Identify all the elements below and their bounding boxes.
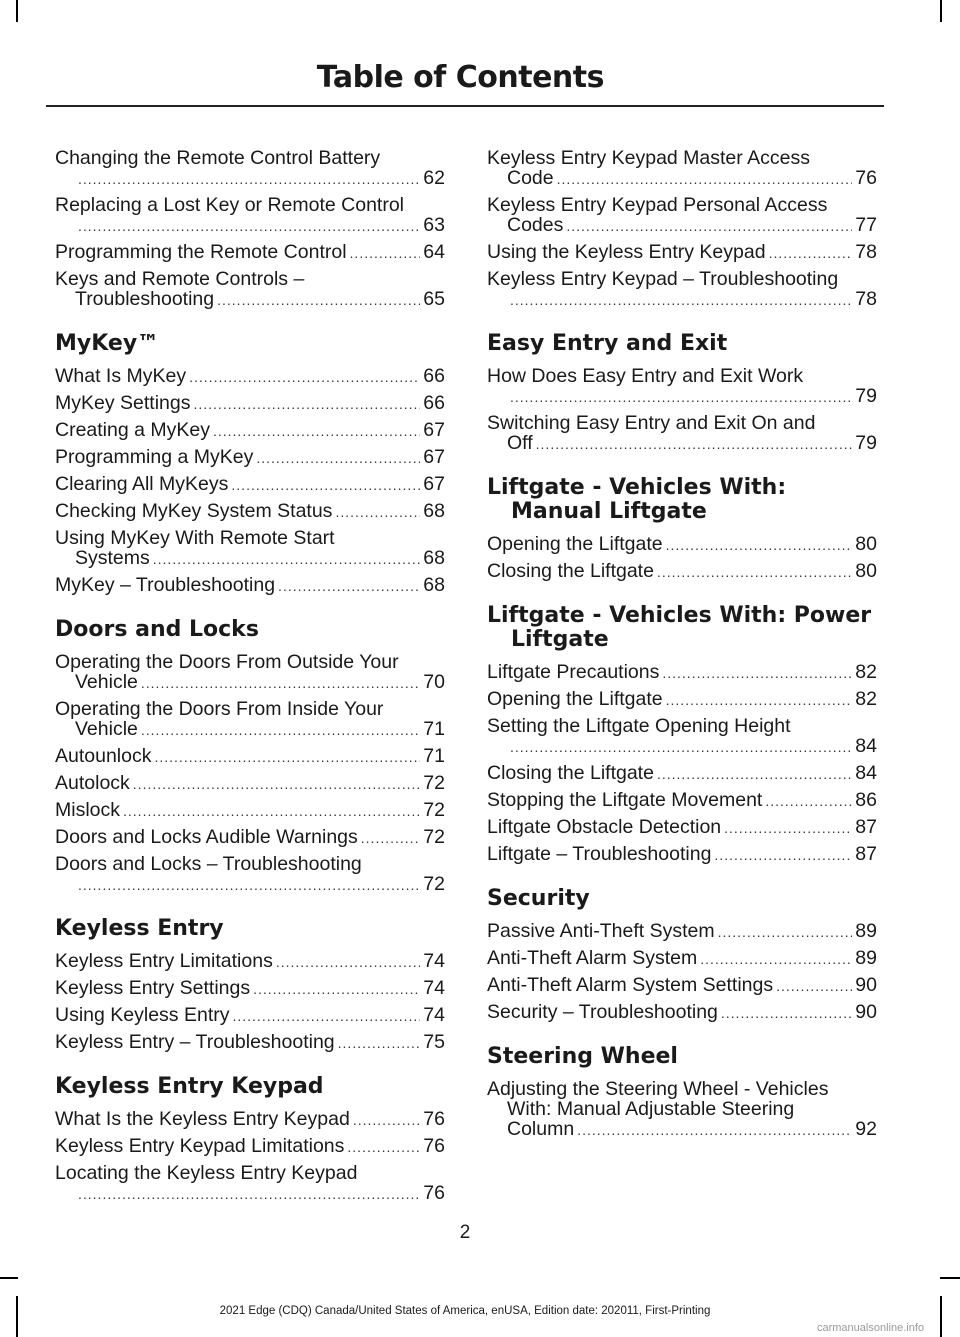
dot-leader [353, 1110, 420, 1130]
toc-entry-title: Anti-Theft Alarm System [487, 947, 698, 969]
toc-entry-page: 65 [423, 288, 445, 310]
dot-leader [78, 1184, 420, 1204]
toc-entry-title: Adjusting the Steering Wheel - Vehicles [487, 1078, 829, 1100]
dot-leader [78, 216, 420, 236]
dot-leader [361, 828, 421, 848]
section-heading [55, 618, 445, 642]
toc-entry[interactable] [487, 790, 877, 811]
section-heading [487, 604, 877, 652]
toc-entry[interactable] [55, 1109, 445, 1130]
dot-leader [536, 434, 853, 454]
toc-entry-title: Code [507, 167, 554, 189]
toc-entry[interactable] [55, 269, 445, 310]
dot-leader [141, 673, 420, 693]
toc-entry[interactable] [55, 1005, 445, 1026]
section-heading [487, 1045, 877, 1069]
toc-entry-page: 71 [423, 745, 445, 767]
toc-entry-page: 82 [855, 661, 877, 683]
toc-entry-page: 76 [423, 1135, 445, 1157]
toc-entry[interactable] [55, 1032, 445, 1053]
toc-entry[interactable] [55, 366, 445, 387]
toc-entry-title: Keyless Entry Keypad Personal Access [487, 194, 828, 216]
toc-entry[interactable] [487, 1002, 877, 1023]
toc-entry-page: 80 [855, 533, 877, 555]
toc-entry[interactable] [55, 393, 445, 414]
dot-leader [510, 737, 852, 757]
toc-entry-title: Using the Keyless Entry Keypad [487, 241, 766, 263]
dot-leader [276, 952, 420, 972]
toc-entry-page: 86 [855, 789, 877, 811]
toc-entry[interactable] [55, 242, 445, 263]
toc-entry[interactable] [55, 195, 445, 236]
toc-entry-title: Using Keyless Entry [55, 1004, 230, 1026]
toc-entry[interactable] [487, 534, 877, 555]
page-title: Table of Contents [316, 60, 604, 95]
toc-entry[interactable] [55, 951, 445, 972]
dot-leader [666, 535, 853, 555]
dot-leader [721, 1003, 852, 1023]
crop-mark-top-right [940, 0, 942, 22]
toc-entry-title: Vehicle [75, 718, 138, 740]
section-heading [487, 332, 877, 356]
toc-entry-title: Autounlock [55, 745, 152, 767]
toc-entry-page: 79 [855, 385, 877, 407]
section-heading-line: Security [487, 886, 590, 911]
toc-entry[interactable] [55, 501, 445, 522]
section-heading [487, 476, 877, 524]
watermark: carmanualsonline.info [816, 1322, 924, 1334]
toc-entry-title: How Does Easy Entry and Exit Work [487, 365, 804, 387]
toc-entry-title: Security – Troubleshooting [487, 1001, 718, 1023]
section-heading [487, 887, 877, 911]
toc-entry-title: Switching Easy Entry and Exit On and [487, 412, 816, 434]
toc-entry[interactable] [487, 689, 877, 710]
dot-leader [714, 845, 852, 865]
toc-entry-page: 78 [855, 288, 877, 310]
dot-leader [769, 243, 853, 263]
section-heading-line: Keyless Entry Keypad [55, 1074, 324, 1099]
toc-entry[interactable] [487, 921, 877, 942]
toc-entry-title: Liftgate Precautions [487, 661, 660, 683]
toc-entry-page: 67 [423, 473, 445, 495]
toc-entry-title: What Is MyKey [55, 365, 187, 387]
toc-entry[interactable] [487, 561, 877, 582]
toc-entry[interactable] [55, 420, 445, 441]
toc-entry[interactable] [487, 148, 877, 189]
dot-leader [662, 663, 852, 683]
toc-entry-title: Doors and Locks – Troubleshooting [55, 853, 362, 875]
toc-entry-title: Stopping the Liftgate Movement [487, 789, 763, 811]
dot-leader [193, 394, 420, 414]
toc-entry[interactable] [487, 844, 877, 865]
toc-entry[interactable] [55, 528, 445, 569]
toc-entry-page: 74 [423, 950, 445, 972]
dot-leader [350, 243, 421, 263]
toc-entry-title: Systems [75, 547, 150, 569]
dot-leader [700, 949, 852, 969]
dot-leader [510, 290, 852, 310]
toc-entry-title: Liftgate – Troubleshooting [487, 843, 712, 865]
dot-leader [232, 1006, 420, 1026]
toc-entry-page: 77 [855, 214, 877, 236]
toc-entry-title: Changing the Remote Control Battery [55, 147, 381, 169]
section-heading-line: Easy Entry and Exit [487, 331, 728, 356]
toc-entry-page: 87 [855, 843, 877, 865]
dot-leader [566, 216, 852, 236]
toc-entry-title: Keyless Entry Keypad Master Access [487, 147, 810, 169]
toc-entry-title: Closing the Liftgate [487, 560, 654, 582]
toc-entry-page: 87 [855, 816, 877, 838]
toc-entry-page: 82 [855, 688, 877, 710]
toc-entry[interactable] [55, 978, 445, 999]
toc-entry[interactable] [487, 269, 877, 310]
toc-entry[interactable] [55, 746, 445, 767]
toc-entry[interactable] [55, 474, 445, 495]
dot-leader [153, 549, 421, 569]
toc-entry-title: Creating a MyKey [55, 419, 210, 441]
toc-entry-title: Setting the Liftgate Opening Height [487, 715, 791, 737]
toc-entry-page: 84 [855, 762, 877, 784]
toc-entry-title: Keyless Entry Limitations [55, 950, 273, 972]
toc-entry-page: 72 [423, 873, 445, 895]
dot-leader [765, 791, 852, 811]
toc-entry-page: 76 [855, 167, 877, 189]
dot-leader [557, 169, 853, 189]
toc-entry-page: 68 [423, 574, 445, 596]
toc-entry[interactable] [487, 716, 877, 757]
dot-leader [335, 502, 420, 522]
toc-entry-page: 66 [423, 365, 445, 387]
toc-entry[interactable] [55, 854, 445, 895]
toc-entry-title: Closing the Liftgate [487, 762, 654, 784]
toc-entry[interactable] [487, 948, 877, 969]
toc-entry-page: 84 [855, 735, 877, 757]
toc-entry-page: 66 [423, 392, 445, 414]
crop-mark-bottom-right-h [940, 1277, 960, 1279]
dot-leader [657, 562, 852, 582]
dot-leader [338, 1033, 421, 1053]
crop-mark-bottom-left-h [0, 1277, 18, 1279]
toc-entry-title: Doors and Locks Audible Warnings [55, 826, 358, 848]
toc-entry-title: Autolock [55, 772, 130, 794]
toc-entry-page: 72 [423, 826, 445, 848]
dot-leader [510, 387, 852, 407]
toc-entry[interactable] [55, 1163, 445, 1204]
toc-entry-title: MyKey – Troubleshooting [55, 574, 276, 596]
dot-leader [577, 1120, 852, 1140]
section-heading [55, 1075, 445, 1099]
toc-entry-title: Replacing a Lost Key or Remote Control [55, 194, 405, 216]
toc-entry-title: Liftgate Obstacle Detection [487, 816, 722, 838]
toc-entry-title: With: Manual Adjustable Steering [507, 1098, 795, 1120]
dot-leader [347, 1137, 420, 1157]
toc-entry-page: 68 [423, 547, 445, 569]
toc-entry-title: Anti-Theft Alarm System Settings [487, 974, 774, 996]
toc-entry[interactable] [55, 800, 445, 821]
toc-entry-title: Using MyKey With Remote Start [55, 527, 335, 549]
toc-entry-title: Opening the Liftgate [487, 533, 663, 555]
dot-leader [213, 421, 420, 441]
toc-entry-page: 72 [423, 799, 445, 821]
section-heading [55, 332, 445, 356]
dot-leader [718, 922, 853, 942]
toc-entry-page: 72 [423, 772, 445, 794]
toc-entry-title: Codes [507, 214, 564, 236]
toc-right-column [487, 148, 877, 1146]
toc-entry[interactable] [55, 575, 445, 596]
dot-leader [724, 818, 852, 838]
dot-leader [217, 290, 420, 310]
toc-entry-page: 68 [423, 500, 445, 522]
section-heading-line: Manual Liftgate [511, 499, 707, 524]
toc-entry-title: Programming the Remote Control [55, 241, 347, 263]
toc-entry-page: 89 [855, 947, 877, 969]
toc-entry[interactable] [487, 817, 877, 838]
toc-entry[interactable] [487, 366, 877, 407]
toc-entry-page: 74 [423, 977, 445, 999]
section-heading-line: MyKey™ [55, 331, 160, 356]
toc-entry-title: Keyless Entry Keypad – Troubleshooting [487, 268, 839, 290]
toc-entry-page: 90 [855, 974, 877, 996]
dot-leader [154, 747, 420, 767]
toc-entry-page: 75 [423, 1031, 445, 1053]
dot-leader [776, 976, 852, 996]
toc-entry-page: 63 [423, 214, 445, 236]
toc-entry-title: Vehicle [75, 671, 138, 693]
section-heading-line: Keyless Entry [55, 916, 224, 941]
toc-entry-title: Keyless Entry Keypad Limitations [55, 1135, 345, 1157]
page-number: 2 [459, 1222, 471, 1243]
toc-left-column [55, 148, 445, 1210]
dot-leader [657, 764, 852, 784]
dot-leader [278, 576, 420, 596]
toc-entry-title: Off [507, 432, 533, 454]
toc-entry[interactable] [487, 413, 877, 454]
toc-entry-title: Operating the Doors From Outside Your [55, 651, 399, 673]
toc-entry-page: 71 [423, 718, 445, 740]
toc-entry-title: Programming a MyKey [55, 446, 254, 468]
toc-entry-page: 92 [855, 1118, 877, 1140]
toc-entry-title: Keys and Remote Controls – [55, 268, 305, 290]
dot-leader [253, 979, 420, 999]
toc-entry[interactable] [55, 1136, 445, 1157]
toc-entry-title: Operating the Doors From Inside Your [55, 698, 384, 720]
toc-entry-title: Keyless Entry – Troubleshooting [55, 1031, 335, 1053]
edition-footer: 2021 Edge (CDQ) Canada/United States of America, enUSA, Edition date: 202011, First-Printing [219, 1305, 711, 1317]
section-heading-line: Steering Wheel [487, 1044, 678, 1069]
toc-entry-title: Column [507, 1118, 575, 1140]
dot-leader [256, 448, 420, 468]
toc-entry[interactable] [55, 773, 445, 794]
section-heading-line: Liftgate - Vehicles With: Power [487, 603, 872, 628]
toc-entry-title: Keyless Entry Settings [55, 977, 251, 999]
toc-entry-title: Mislock [55, 799, 121, 821]
toc-entry-page: 70 [423, 671, 445, 693]
toc-entry-page: 79 [855, 432, 877, 454]
toc-entry[interactable] [55, 447, 445, 468]
dot-leader [189, 367, 420, 387]
dot-leader [123, 801, 420, 821]
toc-entry[interactable] [487, 242, 877, 263]
toc-entry-title: Opening the Liftgate [487, 688, 663, 710]
toc-entry-page: 67 [423, 419, 445, 441]
toc-entry-page: 76 [423, 1108, 445, 1130]
dot-leader [78, 169, 420, 189]
toc-entry[interactable] [487, 1079, 877, 1140]
toc-entry-page: 78 [855, 241, 877, 263]
toc-entry-page: 67 [423, 446, 445, 468]
toc-entry-title: MyKey Settings [55, 392, 191, 414]
dot-leader [231, 475, 420, 495]
toc-entry-page: 80 [855, 560, 877, 582]
section-heading-line: Doors and Locks [55, 617, 259, 642]
header-rule [46, 105, 884, 107]
toc-entry-title: What Is the Keyless Entry Keypad [55, 1108, 350, 1130]
dot-leader [78, 875, 420, 895]
dot-leader [133, 774, 421, 794]
dot-leader [141, 720, 420, 740]
toc-entry[interactable] [487, 975, 877, 996]
section-heading-line: Liftgate [511, 627, 609, 652]
toc-entry[interactable] [487, 763, 877, 784]
dot-leader [666, 690, 853, 710]
toc-entry[interactable] [487, 662, 877, 683]
toc-entry[interactable] [55, 148, 445, 189]
toc-entry[interactable] [55, 827, 445, 848]
toc-entry-title: Clearing All MyKeys [55, 473, 229, 495]
crop-mark-top-left [16, 0, 18, 22]
toc-entry-title: Locating the Keyless Entry Keypad [55, 1162, 358, 1184]
toc-entry-title: Passive Anti-Theft System [487, 920, 715, 942]
toc-entry-title: Troubleshooting [75, 288, 215, 310]
toc-entry-title: Checking MyKey System Status [55, 500, 333, 522]
toc-entry-page: 62 [423, 167, 445, 189]
toc-entry-page: 76 [423, 1182, 445, 1204]
toc-entry-page: 89 [855, 920, 877, 942]
section-heading-line: Liftgate - Vehicles With: [487, 475, 787, 500]
toc-entry[interactable] [55, 652, 445, 693]
toc-entry-page: 90 [855, 1001, 877, 1023]
toc-entry[interactable] [487, 195, 877, 236]
toc-entry[interactable] [55, 699, 445, 740]
toc-entry-page: 64 [423, 241, 445, 263]
section-heading [55, 917, 445, 941]
crop-mark-bottom-right [940, 1296, 942, 1337]
toc-entry-page: 74 [423, 1004, 445, 1026]
